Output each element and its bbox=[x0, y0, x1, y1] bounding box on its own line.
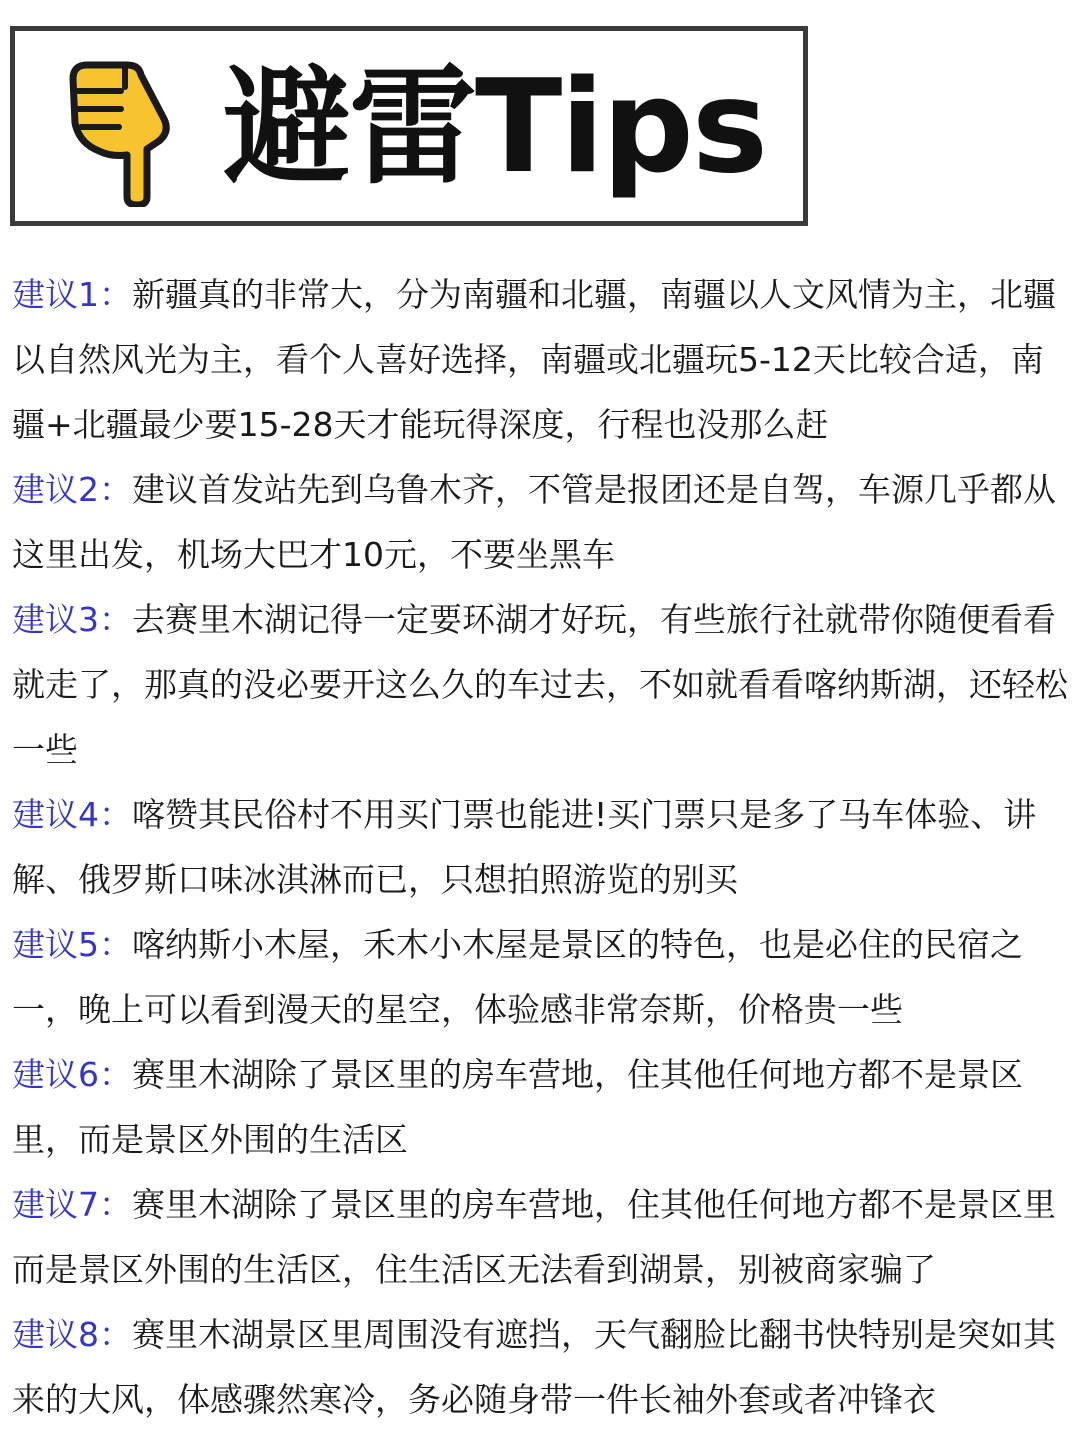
tip-text: 喀赞其民俗村不用买门票也能进!买门票只是多了马车体验、讲解、俄罗斯口味冰淇淋而已，只想拍照游览的别买 bbox=[12, 795, 1037, 899]
header-banner bbox=[10, 26, 808, 226]
tip-label: 建议7： bbox=[12, 1185, 132, 1224]
pointing-down-hand-icon bbox=[65, 57, 177, 207]
tip-text: 赛里木湖除了景区里的房车营地，住其他任何地方都不是景区里，而是景区外围的生活区 bbox=[12, 1055, 1023, 1159]
tip-item bbox=[12, 587, 1074, 782]
tip-label: 建议6： bbox=[12, 1055, 132, 1094]
tip-item bbox=[12, 1042, 1074, 1172]
tip-label: 建议2： bbox=[12, 470, 132, 509]
tip-label: 建议5： bbox=[12, 925, 132, 964]
tip-label: 建议4： bbox=[12, 795, 132, 834]
tip-text: 新疆真的非常大，分为南疆和北疆，南疆以人文风情为主，北疆以自然风光为主，看个人喜好选择，南疆或北疆玩5-12天比较合适，南疆+北疆最少要15-28天才能玩得深度，行程也没那么赶 bbox=[12, 275, 1056, 444]
tip-item bbox=[12, 1302, 1074, 1432]
tip-item bbox=[12, 1172, 1074, 1302]
tip-item bbox=[12, 782, 1074, 912]
tip-text: 喀纳斯小木屋，禾木小木屋是景区的特色，也是必住的民宿之一，晚上可以看到漫天的星空，体验感非常奈斯，价格贵一些 bbox=[12, 925, 1023, 1029]
tip-text: 建议首发站先到乌鲁木齐，不管是报团还是自驾，车源几乎都从这里出发，机场大巴才10元，不要坐黑车 bbox=[12, 470, 1056, 574]
tip-text: 去赛里木湖记得一定要环湖才好玩，有些旅行社就带你随便看看就走了，那真的没必要开这么久的车过去，不如就看看喀纳斯湖，还轻松一些 bbox=[12, 600, 1068, 769]
tip-item bbox=[12, 457, 1074, 587]
page-title: 避雷Tips bbox=[223, 53, 766, 202]
tip-label: 建议3： bbox=[12, 600, 132, 639]
tip-text: 赛里木湖除了景区里的房车营地，住其他任何地方都不是景区里 而是景区外围的生活区，住生活区无法看到湖景，别被商家骗了 bbox=[12, 1185, 1056, 1289]
tip-item bbox=[12, 262, 1074, 457]
tip-label: 建议8： bbox=[12, 1315, 132, 1354]
tip-item bbox=[12, 912, 1074, 1042]
tip-label: 建议1： bbox=[12, 275, 132, 314]
tips-list bbox=[12, 262, 1074, 1432]
tip-text: 赛里木湖景区里周围没有遮挡，天气翻脸比翻书快特别是突如其来的大风，体感骤然寒冷，务必随身带一件长袖外套或者冲锋衣 bbox=[12, 1315, 1056, 1419]
